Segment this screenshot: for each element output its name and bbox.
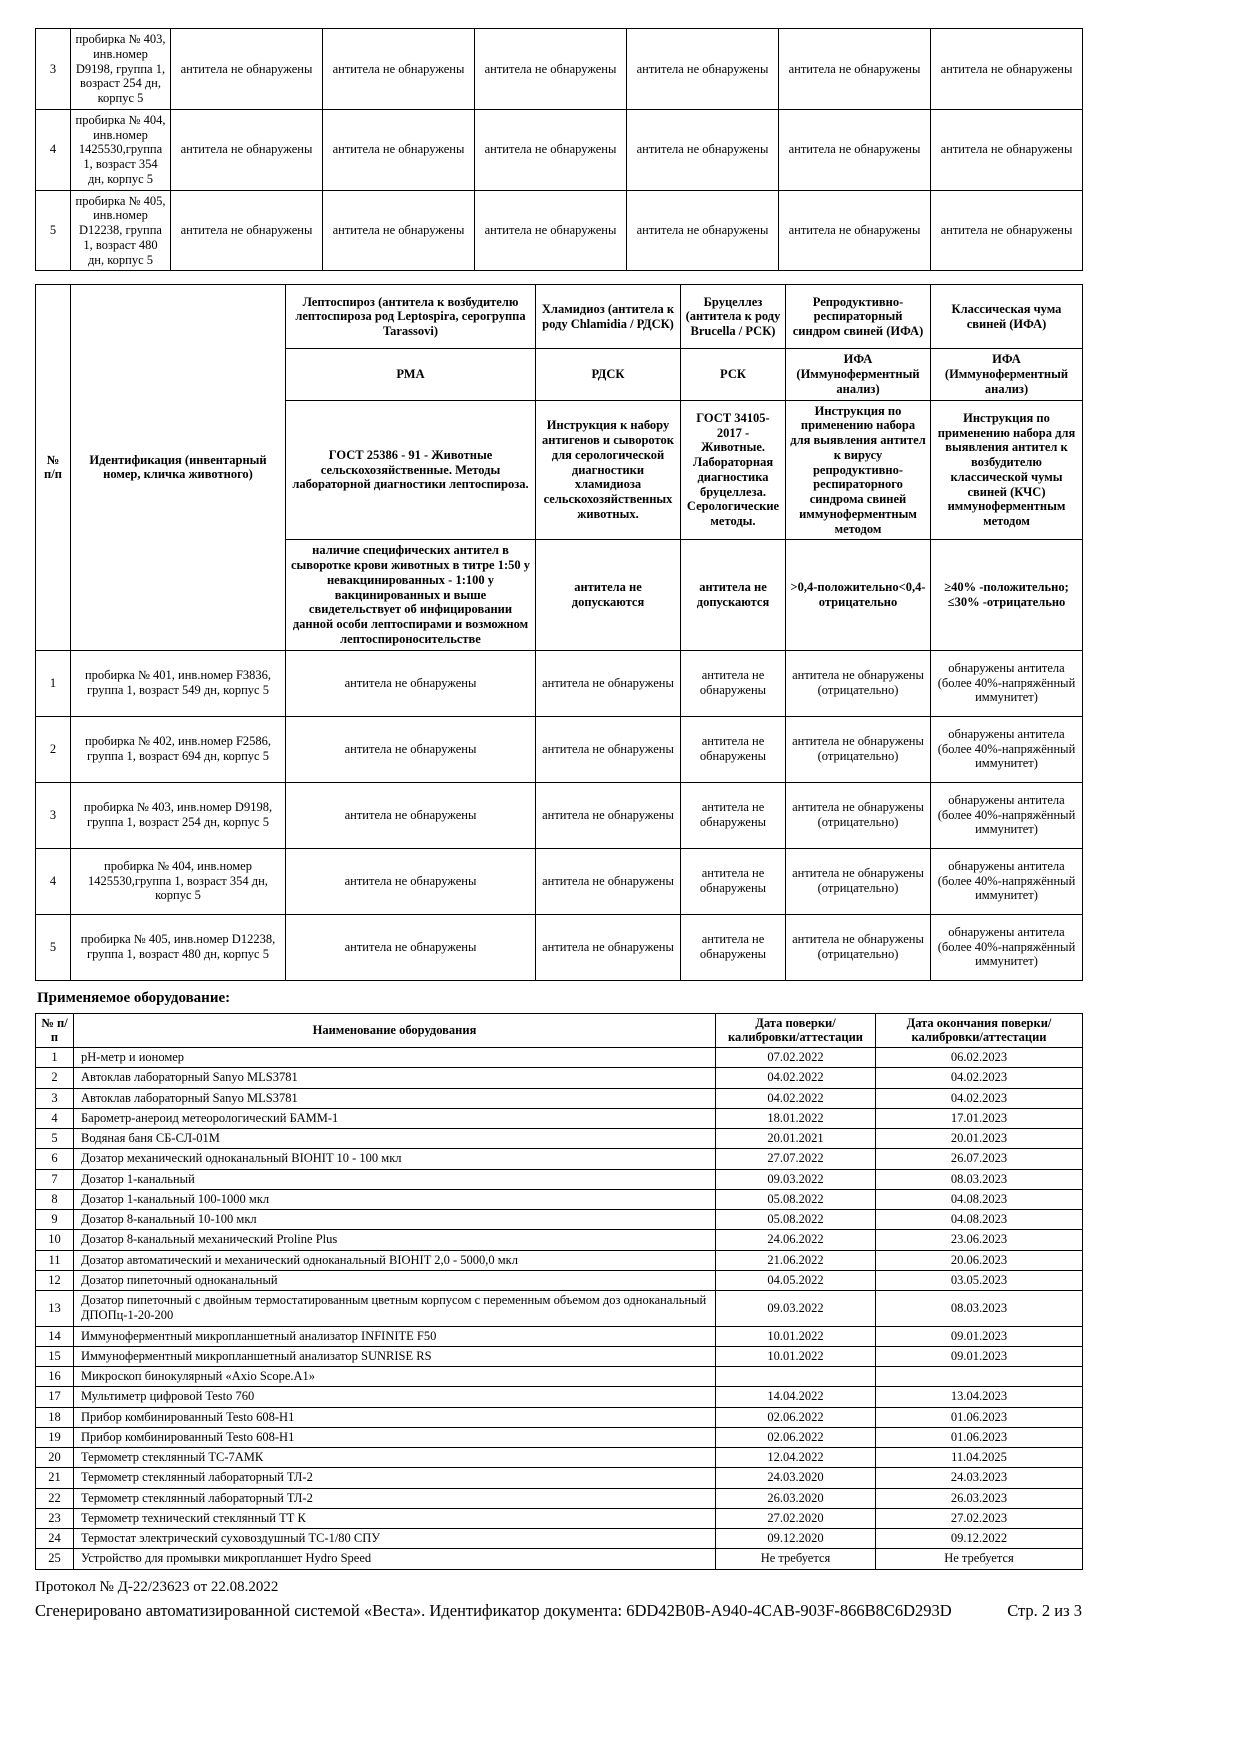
test-result: антитела не обнаружены xyxy=(323,29,475,110)
calibration-date: 14.04.2022 xyxy=(716,1387,876,1407)
test-result: антитела не обнаружены xyxy=(931,29,1083,110)
calibration-date: 09.03.2022 xyxy=(716,1291,876,1327)
equipment-table-body xyxy=(36,1048,1083,1570)
equipment-row xyxy=(36,1367,1083,1387)
test-result: антитела не обнаружены xyxy=(681,848,786,914)
serology-table-body xyxy=(36,650,1083,980)
test-result: антитела не обнаружены xyxy=(779,29,931,110)
equipment-name: Термометр технический стеклянный ТТ К xyxy=(74,1508,716,1528)
col-header-identification: Идентификация (инвентарный номер, кличка животного) xyxy=(71,285,286,650)
row-number: 4 xyxy=(36,848,71,914)
calibration-expiry-date: 24.03.2023 xyxy=(876,1468,1083,1488)
test-result: антитела не обнаружены xyxy=(627,109,779,190)
equipment-name: Дозатор 8-канальный механический Proline Plus xyxy=(74,1230,716,1250)
page-footer xyxy=(35,1601,1082,1621)
row-number: 1 xyxy=(36,650,71,716)
equipment-name: Дозатор пипеточный одноканальный xyxy=(74,1270,716,1290)
test-result: обнаружены антитела (более 40%-напряжённый иммунитет) xyxy=(931,848,1083,914)
equipment-name: Термостат электрический суховоздушный ТС-1/80 СПУ xyxy=(74,1529,716,1549)
col-header-num: № п/п xyxy=(36,285,71,650)
equipment-name: Дозатор 1-канальный 100-1000 мкл xyxy=(74,1189,716,1209)
calibration-date: 27.07.2022 xyxy=(716,1149,876,1169)
calibration-date: 24.06.2022 xyxy=(716,1230,876,1250)
row-number: 10 xyxy=(36,1230,74,1250)
calibration-date: 05.08.2022 xyxy=(716,1210,876,1230)
row-number: 14 xyxy=(36,1326,74,1346)
calibration-expiry-date: 09.01.2023 xyxy=(876,1326,1083,1346)
row-number: 15 xyxy=(36,1346,74,1366)
sample-row xyxy=(36,29,1083,110)
calibration-expiry-date: 26.07.2023 xyxy=(876,1149,1083,1169)
equipment-name: Иммуноферментный микропланшетный анализатор INFINITE F50 xyxy=(74,1326,716,1346)
equipment-row xyxy=(36,1250,1083,1270)
test-result: обнаружены антитела (более 40%-напряжённый иммунитет) xyxy=(931,716,1083,782)
row-number: 21 xyxy=(36,1468,74,1488)
row-number: 18 xyxy=(36,1407,74,1427)
equipment-row xyxy=(36,1468,1083,1488)
top-table-body xyxy=(36,29,1083,271)
test-result: антитела не обнаружены xyxy=(536,716,681,782)
calibration-date: 02.06.2022 xyxy=(716,1427,876,1447)
calibration-date: 20.01.2021 xyxy=(716,1129,876,1149)
equipment-row xyxy=(36,1149,1083,1169)
criteria-leptospirosis: наличие специфических антител в сыворотке крови животных в титре 1:50 у невакцинированных - 1:100 у вакцинированных и выше свидетельствует об инфицировании данной особи лептоспирами и возможном лептоспироносительстве xyxy=(286,540,536,650)
row-number: 20 xyxy=(36,1448,74,1468)
test-result: антитела не обнаружены xyxy=(171,109,323,190)
test-result: обнаружены антитела (более 40%-напряжённый иммунитет) xyxy=(931,650,1083,716)
equipment-row xyxy=(36,1326,1083,1346)
test-result: антитела не обнаружены xyxy=(536,782,681,848)
equipment-row xyxy=(36,1230,1083,1250)
sample-id: пробирка № 402, инв.номер F2586, группа 1, возраст 694 дн, корпус 5 xyxy=(71,716,286,782)
equipment-name: Термометр стеклянный лабораторный ТЛ-2 xyxy=(74,1488,716,1508)
equipment-row xyxy=(36,1508,1083,1528)
col-header-brucellosis: Бруцеллез (антитела к роду Brucella / РСК) xyxy=(681,285,786,349)
calibration-date xyxy=(716,1367,876,1387)
test-result: антитела не обнаружены xyxy=(681,914,786,980)
method-rma: РМА xyxy=(286,349,536,400)
standard-csf: Инструкция по применению набора для выявления антител к возбудителю классической чумы свиней (КЧС) иммуноферментным методом xyxy=(931,400,1083,540)
row-number: 19 xyxy=(36,1427,74,1447)
equipment-row xyxy=(36,1346,1083,1366)
calibration-expiry-date: Не требуется xyxy=(876,1549,1083,1569)
calibration-date: Не требуется xyxy=(716,1549,876,1569)
equipment-row xyxy=(36,1108,1083,1128)
row-number: 22 xyxy=(36,1488,74,1508)
row-number: 25 xyxy=(36,1549,74,1569)
test-result: антитела не обнаружены xyxy=(931,190,1083,271)
calibration-expiry-date: 04.08.2023 xyxy=(876,1189,1083,1209)
equipment-name: Барометр-анероид метеорологический БАММ-1 xyxy=(74,1108,716,1128)
sample-id: пробирка № 405, инв.номер D12238, группа 1, возраст 480 дн, корпус 5 xyxy=(71,190,171,271)
equipment-row xyxy=(36,1169,1083,1189)
col-header-leptospirosis: Лептоспироз (антитела к возбудителю лептоспироза род Leptospira, серогруппа Tarassovi) xyxy=(286,285,536,349)
test-result: антитела не обнаружены xyxy=(536,848,681,914)
test-result: антитела не обнаружены xyxy=(286,848,536,914)
sample-id: пробирка № 405, инв.номер D12238, группа 1, возраст 480 дн, корпус 5 xyxy=(71,914,286,980)
test-result: антитела не обнаружены xyxy=(681,716,786,782)
row-number: 4 xyxy=(36,1108,74,1128)
calibration-date: 07.02.2022 xyxy=(716,1048,876,1068)
equipment-name: Автоклав лабораторный Sanyo MLS3781 xyxy=(74,1068,716,1088)
test-result: антитела не обнаружены (отрицательно) xyxy=(786,914,931,980)
col-header-calibration-date: Дата поверки/калибровки/аттестации xyxy=(716,1013,876,1048)
test-result: антитела не обнаружены xyxy=(475,29,627,110)
test-result: антитела не обнаружены xyxy=(681,650,786,716)
standard-chlamydia: Инструкция к набору антигенов и сывороток для серологической диагностики хламидиоза сельскохозяйственных животных. xyxy=(536,400,681,540)
criteria-csf: ≥40% -положительно; ≤30% -отрицательно xyxy=(931,540,1083,650)
test-result: антитела не обнаружены xyxy=(286,650,536,716)
calibration-date: 12.04.2022 xyxy=(716,1448,876,1468)
row-number: 23 xyxy=(36,1508,74,1528)
calibration-date: 27.02.2020 xyxy=(716,1508,876,1528)
protocol-number: Протокол № Д-22/23623 от 22.08.2022 xyxy=(35,1578,279,1595)
row-number: 17 xyxy=(36,1387,74,1407)
standard-prrs: Инструкция по применению набора для выявления антител к вирусу репродуктивно-респираторного синдрома свиней иммуноферментным методом xyxy=(786,400,931,540)
equipment-row xyxy=(36,1068,1083,1088)
calibration-date: 10.01.2022 xyxy=(716,1326,876,1346)
equipment-row xyxy=(36,1048,1083,1068)
calibration-expiry-date: 11.04.2025 xyxy=(876,1448,1083,1468)
col-header-csf: Классическая чума свиней (ИФА) xyxy=(931,285,1083,349)
equipment-row xyxy=(36,1387,1083,1407)
equipment-row xyxy=(36,1189,1083,1209)
sample-id: пробирка № 403, инв.номер D9198, группа 1, возраст 254 дн, корпус 5 xyxy=(71,782,286,848)
sample-id: пробирка № 403, инв.номер D9198, группа 1, возраст 254 дн, корпус 5 xyxy=(71,29,171,110)
row-number: 4 xyxy=(36,109,71,190)
method-ifa-prrs: ИФА (Иммуноферментный анализ) xyxy=(786,349,931,400)
equipment-name: Прибор комбинированный Testo 608-H1 xyxy=(74,1407,716,1427)
equipment-name: Устройство для промывки микропланшет Hydro Speed xyxy=(74,1549,716,1569)
row-number: 1 xyxy=(36,1048,74,1068)
method-rdsk: РДСК xyxy=(536,349,681,400)
calibration-expiry-date: 03.05.2023 xyxy=(876,1270,1083,1290)
calibration-expiry-date: 09.12.2022 xyxy=(876,1529,1083,1549)
col-header-calibration-expiry: Дата окончания поверки/калибровки/аттестации xyxy=(876,1013,1083,1048)
row-number: 11 xyxy=(36,1250,74,1270)
row-number: 3 xyxy=(36,782,71,848)
sample-row xyxy=(36,782,1083,848)
equipment-row xyxy=(36,1291,1083,1327)
calibration-expiry-date: 04.08.2023 xyxy=(876,1210,1083,1230)
continued-results-table xyxy=(35,28,1083,271)
sample-id: пробирка № 404, инв.номер 1425530,группа 1, возраст 354 дн, корпус 5 xyxy=(71,848,286,914)
equipment-table-header xyxy=(36,1013,1083,1048)
test-result: антитела не обнаружены xyxy=(779,190,931,271)
sample-row xyxy=(36,190,1083,271)
row-number: 5 xyxy=(36,1129,74,1149)
standard-brucellosis: ГОСТ 34105-2017 - Животные. Лабораторная диагностика бруцеллеза. Серологические методы. xyxy=(681,400,786,540)
row-number: 2 xyxy=(36,1068,74,1088)
equipment-row xyxy=(36,1270,1083,1290)
test-result: антитела не обнаружены xyxy=(323,190,475,271)
equipment-name: Мультиметр цифровой Testo 760 xyxy=(74,1387,716,1407)
sample-row xyxy=(36,650,1083,716)
page-number: Стр. 2 из 3 xyxy=(1007,1600,1082,1620)
calibration-date: 24.03.2020 xyxy=(716,1468,876,1488)
calibration-date: 05.08.2022 xyxy=(716,1189,876,1209)
calibration-expiry-date: 17.01.2023 xyxy=(876,1108,1083,1128)
equipment-name: Дозатор 1-канальный xyxy=(74,1169,716,1189)
test-result: антитела не обнаружены xyxy=(779,109,931,190)
calibration-expiry-date: 20.06.2023 xyxy=(876,1250,1083,1270)
equipment-table xyxy=(35,1013,1083,1570)
test-result: антитела не обнаружены xyxy=(931,109,1083,190)
col-header-equipment-name: Наименование оборудования xyxy=(74,1013,716,1048)
sample-row xyxy=(36,848,1083,914)
equipment-row xyxy=(36,1529,1083,1549)
calibration-expiry-date: 08.03.2023 xyxy=(876,1291,1083,1327)
calibration-date: 04.02.2022 xyxy=(716,1068,876,1088)
sample-row xyxy=(36,109,1083,190)
row-number: 24 xyxy=(36,1529,74,1549)
equipment-row xyxy=(36,1129,1083,1149)
criteria-prrs: >0,4-положительно<0,4-отрицательно xyxy=(786,540,931,650)
row-number: 16 xyxy=(36,1367,74,1387)
test-result: обнаружены антитела (более 40%-напряжённый иммунитет) xyxy=(931,782,1083,848)
calibration-expiry-date: 23.06.2023 xyxy=(876,1230,1083,1250)
calibration-date: 18.01.2022 xyxy=(716,1108,876,1128)
calibration-date: 04.05.2022 xyxy=(716,1270,876,1290)
calibration-expiry-date: 13.04.2023 xyxy=(876,1387,1083,1407)
equipment-name: Иммуноферментный микропланшетный анализатор SUNRISE RS xyxy=(74,1346,716,1366)
equipment-name: Термометр стеклянный лабораторный ТЛ-2 xyxy=(74,1468,716,1488)
generated-by-note: Сгенерировано автоматизированной системой «Веста». Идентификатор документа: 6DD42B0B-A940-4CAB-903F-866B8C6D293D xyxy=(35,1600,952,1620)
criteria-chlamydia: антитела не допускаются xyxy=(536,540,681,650)
equipment-name: Дозатор механический одноканальный BIOHIT 10 - 100 мкл xyxy=(74,1149,716,1169)
equipment-name: Водяная баня СБ-СЛ-01М xyxy=(74,1129,716,1149)
row-number: 3 xyxy=(36,1088,74,1108)
sample-row xyxy=(36,716,1083,782)
equipment-row xyxy=(36,1407,1083,1427)
calibration-expiry-date: 09.01.2023 xyxy=(876,1346,1083,1366)
test-result: антитела не обнаружены xyxy=(536,914,681,980)
equipment-name: Прибор комбинированный Testo 608-H1 xyxy=(74,1427,716,1447)
calibration-expiry-date: 08.03.2023 xyxy=(876,1169,1083,1189)
test-result: антитела не обнаружены (отрицательно) xyxy=(786,650,931,716)
calibration-expiry-date: 27.02.2023 xyxy=(876,1508,1083,1528)
test-result: антитела не обнаружены xyxy=(536,650,681,716)
equipment-name: Автоклав лабораторный Sanyo MLS3781 xyxy=(74,1088,716,1108)
equipment-name: Дозатор пипеточный с двойным термостатированным цветным корпусом с переменным объемом доз одноканальный ДПОПц-1-20-200 xyxy=(74,1291,716,1327)
row-number: 12 xyxy=(36,1270,74,1290)
serology-table-header xyxy=(36,285,1083,650)
row-number: 8 xyxy=(36,1189,74,1209)
test-result: антитела не обнаружены xyxy=(286,716,536,782)
sample-row xyxy=(36,914,1083,980)
calibration-expiry-date xyxy=(876,1367,1083,1387)
test-result: антитела не обнаружены xyxy=(475,109,627,190)
test-result: обнаружены антитела (более 40%-напряжённый иммунитет) xyxy=(931,914,1083,980)
test-result: антитела не обнаружены (отрицательно) xyxy=(786,848,931,914)
test-result: антитела не обнаружены xyxy=(627,190,779,271)
row-number: 7 xyxy=(36,1169,74,1189)
equipment-section-title: Применяемое оборудование: xyxy=(37,989,231,1006)
disease-header-row xyxy=(36,285,1083,349)
calibration-date: 09.12.2020 xyxy=(716,1529,876,1549)
test-result: антитела не обнаружены (отрицательно) xyxy=(786,716,931,782)
method-ifa-csf: ИФА (Иммуноферментный анализ) xyxy=(931,349,1083,400)
calibration-expiry-date: 20.01.2023 xyxy=(876,1129,1083,1149)
test-result: антитела не обнаружены xyxy=(286,782,536,848)
equipment-name: рН-метр и иономер xyxy=(74,1048,716,1068)
equipment-row xyxy=(36,1088,1083,1108)
test-result: антитела не обнаружены xyxy=(171,190,323,271)
calibration-expiry-date: 06.02.2023 xyxy=(876,1048,1083,1068)
equipment-name: Дозатор автоматический и механический одноканальный BIOHIT 2,0 - 5000,0 мкл xyxy=(74,1250,716,1270)
row-number: 5 xyxy=(36,190,71,271)
equipment-row xyxy=(36,1488,1083,1508)
row-number: 6 xyxy=(36,1149,74,1169)
calibration-date: 21.06.2022 xyxy=(716,1250,876,1270)
equipment-row xyxy=(36,1210,1083,1230)
equipment-row xyxy=(36,1448,1083,1468)
col-header-chlamydia: Хламидиоз (антитела к роду Chlamidia / РДСК) xyxy=(536,285,681,349)
calibration-expiry-date: 01.06.2023 xyxy=(876,1427,1083,1447)
calibration-expiry-date: 26.03.2023 xyxy=(876,1488,1083,1508)
test-result: антитела не обнаружены xyxy=(681,782,786,848)
test-result: антитела не обнаружены xyxy=(323,109,475,190)
row-number: 9 xyxy=(36,1210,74,1230)
method-rsk: РСК xyxy=(681,349,786,400)
row-number: 2 xyxy=(36,716,71,782)
equipment-row xyxy=(36,1427,1083,1447)
calibration-date: 04.02.2022 xyxy=(716,1088,876,1108)
serology-results-table xyxy=(35,284,1083,980)
equipment-name: Микроскоп бинокулярный «Axio Scope.A1» xyxy=(74,1367,716,1387)
row-number: 3 xyxy=(36,29,71,110)
equipment-row xyxy=(36,1549,1083,1569)
criteria-brucellosis: антитела не допускаются xyxy=(681,540,786,650)
calibration-date: 26.03.2020 xyxy=(716,1488,876,1508)
equipment-header-row xyxy=(36,1013,1083,1048)
equipment-name: Дозатор 8-канальный 10-100 мкл xyxy=(74,1210,716,1230)
test-result: антитела не обнаружены xyxy=(475,190,627,271)
calibration-date: 02.06.2022 xyxy=(716,1407,876,1427)
row-number: 13 xyxy=(36,1291,74,1327)
col-header-prrs: Репродуктивно-респираторный синдром свиней (ИФА) xyxy=(786,285,931,349)
calibration-expiry-date: 01.06.2023 xyxy=(876,1407,1083,1427)
row-number: 5 xyxy=(36,914,71,980)
calibration-date: 10.01.2022 xyxy=(716,1346,876,1366)
calibration-expiry-date: 04.02.2023 xyxy=(876,1068,1083,1088)
test-result: антитела не обнаружены xyxy=(171,29,323,110)
test-result: антитела не обнаружены xyxy=(627,29,779,110)
test-result: антитела не обнаружены xyxy=(286,914,536,980)
sample-id: пробирка № 404, инв.номер 1425530,группа 1, возраст 354 дн, корпус 5 xyxy=(71,109,171,190)
col-header-equipment-num: № п/п xyxy=(36,1013,74,1048)
sample-id: пробирка № 401, инв.номер F3836, группа 1, возраст 549 дн, корпус 5 xyxy=(71,650,286,716)
calibration-date: 09.03.2022 xyxy=(716,1169,876,1189)
test-result: антитела не обнаружены (отрицательно) xyxy=(786,782,931,848)
equipment-name: Термометр стеклянный ТС-7АМК xyxy=(74,1448,716,1468)
standard-leptospirosis: ГОСТ 25386 - 91 - Животные сельскохозяйственные. Методы лабораторной диагностики лептоспироза. xyxy=(286,400,536,540)
calibration-expiry-date: 04.02.2023 xyxy=(876,1088,1083,1108)
